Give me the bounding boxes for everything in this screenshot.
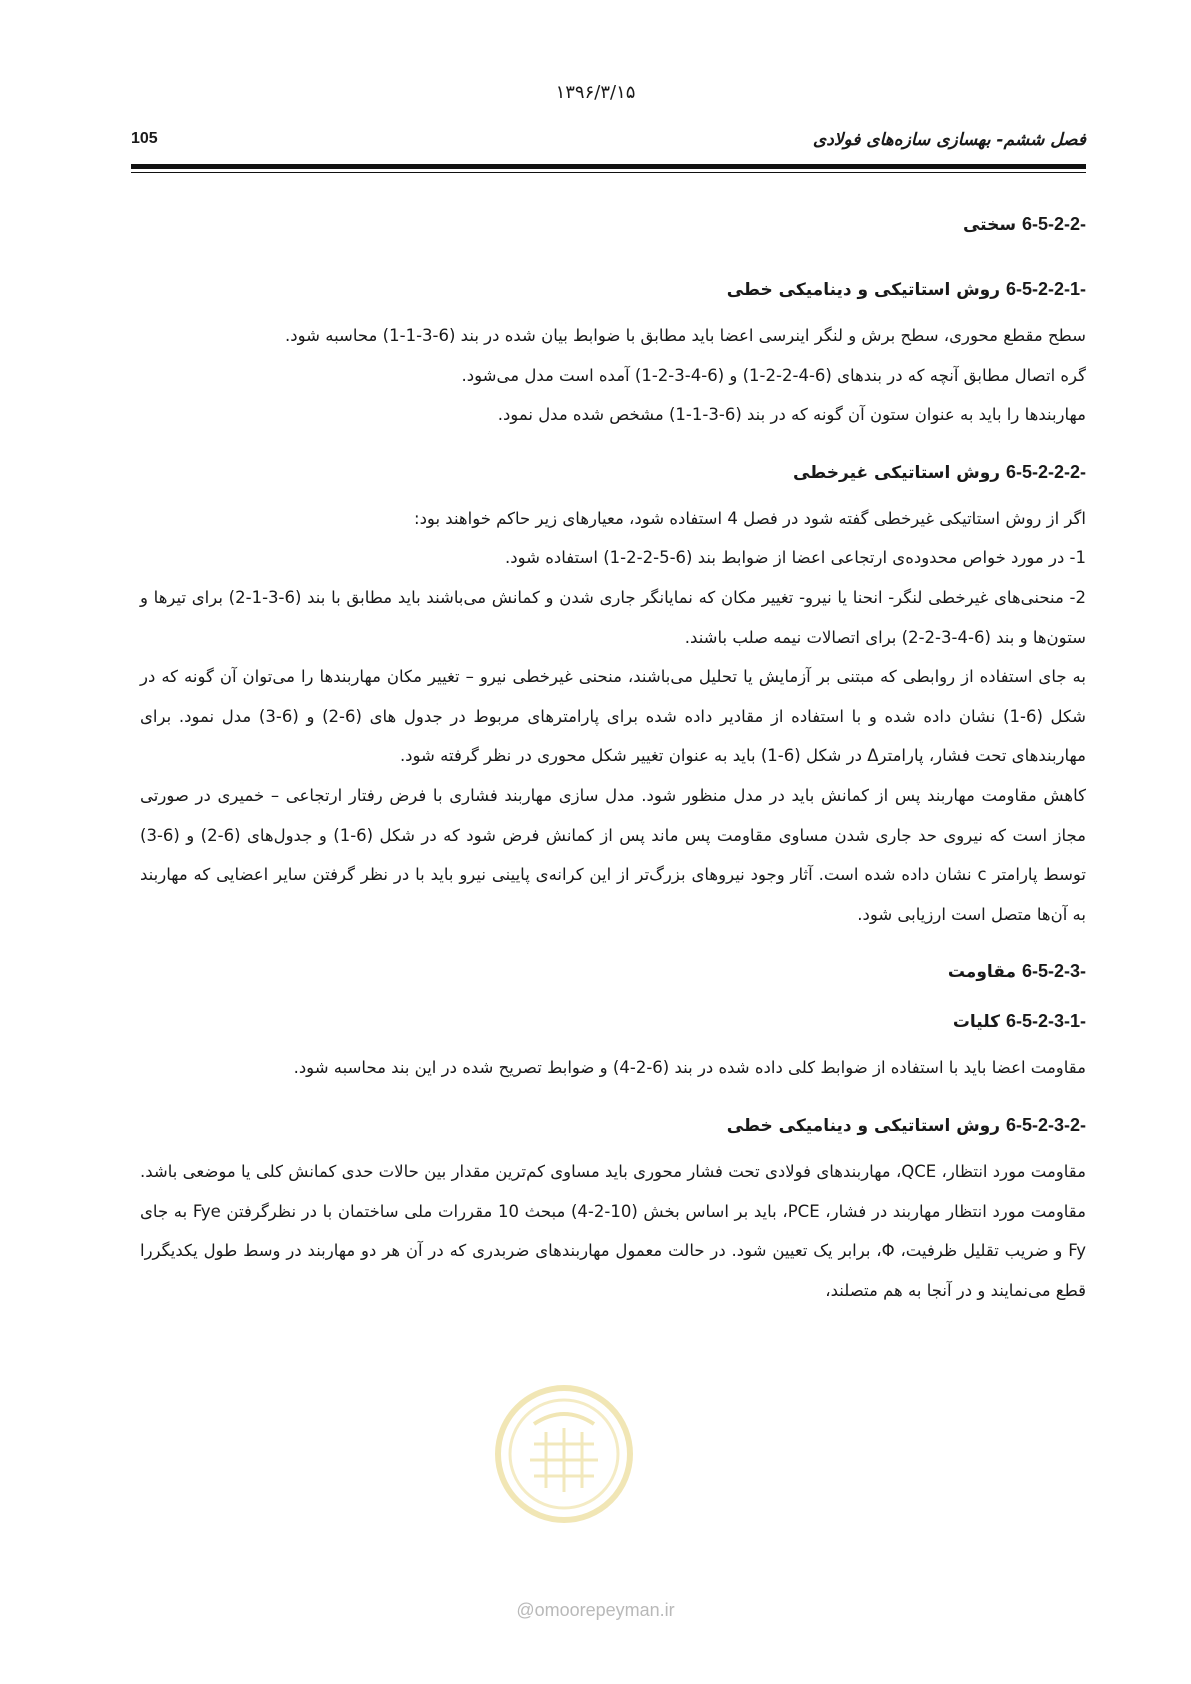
page-number: 105 xyxy=(131,130,158,147)
paragraph: مهاربندها را باید به عنوان ستون آن گونه که در بند (6-3-1-1) مشخص شده مدل نمود. xyxy=(497,405,1086,425)
section-title: کلیات xyxy=(952,1012,1006,1033)
section-title: روش استاتیکی و دینامیکی خطی xyxy=(726,280,1006,300)
chapter-title: فصل ششم- بهسازی سازه‌های فولادی xyxy=(812,130,1086,150)
header-rule-thin xyxy=(131,172,1086,173)
document-body xyxy=(140,212,1086,1310)
paragraph: مقاومت مورد انتظار، QCE، مهاربندهای فولادی تحت فشار محوری باید مساوی کم‌ترین مقدار بین حالات حدی کمانش کلی یا موضعی باشد. مقاومت مورد انتظار مهاربند در فشار، PCE، باید بر اساس بخش (10-2-4) مبحث 10 مقررات ملی ساختمان با در نظرگرفتن Fye به جای Fy و ضریب تقلیل ظرفیت، Φ، برابر یک تعیین شود. در حالت معمول مهاربندهای ضربدری که در آن هر دو مهاربند در وسط طول یکدیگررا قطع می‌نمایند و در آنجا به هم متصلند، xyxy=(140,1161,1086,1300)
section-number: 6-5-2-3-1- xyxy=(1005,1011,1086,1032)
section-number: 6-5-2-2-1- xyxy=(1005,279,1086,299)
section-heading-general xyxy=(140,1009,1086,1034)
paragraph: کاهش مقاومت مهاربند پس از کمانش باید در مدل منظور شود. مدل سازی مهاربند فشاری با فرض رفتار ارتجاعی – خمیری در صورتی مجاز است که نیروی حد جاری شدن مساوی مقاومت پس ماند پس از کمانش فرض شود که در شکل (6-1) و جدول‌های (6-2) و (6-3) توسط پارامتر c نشان داده شده است. آثار وجود نیروهای بزرگ‌تر از این کرانه‌ی پایینی نیرو باید با در نظر گرفتن سایر اعضایی که مهاربند به آن‌ها متصل است ارزیابی شود. xyxy=(140,785,1087,924)
section-heading-strength xyxy=(140,959,1086,984)
section-title: مقاومت xyxy=(947,962,1022,983)
paragraph: سطح مقطع محوری، سطح برش و لنگر اینرسی اعضا باید مطابق با ضوابط بیان شده در بند (6-3-1-1) محاسبه شود. xyxy=(285,326,1086,345)
section-number: 6-5-2-2- xyxy=(1021,214,1086,234)
header-rule-thick xyxy=(131,164,1086,169)
section-title: سختی xyxy=(962,215,1022,235)
section-heading-nonlinear-static xyxy=(140,460,1086,485)
paragraph: به جای استفاده از روابطی که مبتنی بر آزمایش یا تحلیل می‌باشند، منحنی غیرخطی نیرو – تغییر مکان مهاربندها را می‌توان آن گونه که در شکل (6-1) نشان داده شده و با استفاده از مقادیر داده شده برای پارامترهای مربوط در جدول های (6-2) و (6-3) مدل نمود. برای مهاربندهای تحت فشار، پارامترΔ در شکل (6-1) باید به عنوان تغییر شکل محوری در نظر گرفته شود. xyxy=(140,667,1086,766)
paragraph: مقاومت اعضا باید با استفاده از ضوابط کلی داده شده در بند (6-2-4) و ضوابط تصریح شده در این بند محاسبه شود. xyxy=(293,1058,1086,1078)
section-number: 6-5-2-3-2- xyxy=(1005,1114,1086,1135)
section-heading-linear-strength xyxy=(140,1113,1086,1138)
paragraph: گره اتصال مطابق آنچه که در بندهای (6-4-2-2-1) و (6-4-3-2-1) آمده است مدل می‌شود. xyxy=(461,365,1086,385)
paragraph: اگر از روش استاتیکی غیرخطی گفته شود در فصل 4 استفاده شود، معیارهای زیر حاکم خواهند بود: xyxy=(414,508,1086,528)
section-heading-linear-stiffness xyxy=(140,277,1086,302)
page-date: ۱۳۹۶/۳/۱۵ xyxy=(555,82,636,103)
paragraph: 1- در مورد خواص محدوده‌ی ارتجاعی اعضا از ضوابط بند (6-5-2-2-1) استفاده شود. xyxy=(505,548,1086,568)
section-title: روش استاتیکی و دینامیکی خطی xyxy=(726,1115,1006,1136)
section-title: روش استاتیکی غیرخطی xyxy=(792,462,1006,483)
section-heading-stiffness xyxy=(140,212,1086,237)
section-number: 6-5-2-3- xyxy=(1021,961,1086,982)
running-header xyxy=(131,130,1086,156)
section-number: 6-5-2-2-2- xyxy=(1005,461,1086,482)
watermark-text: @omoorepeyman.ir xyxy=(516,1600,675,1620)
paragraph: 2- منحنی‌های غیرخطی لنگر- انحنا یا نیرو- تغییر مکان که نمایانگر جاری شدن و کمانش می‌باشند باید مطابق با بند (6-3-1-2) برای تیرها و ستون‌ها و بند (6-4-3-2-2) برای اتصالات نیمه صلب باشند. xyxy=(140,587,1086,647)
watermark-logo-icon xyxy=(494,1384,634,1524)
